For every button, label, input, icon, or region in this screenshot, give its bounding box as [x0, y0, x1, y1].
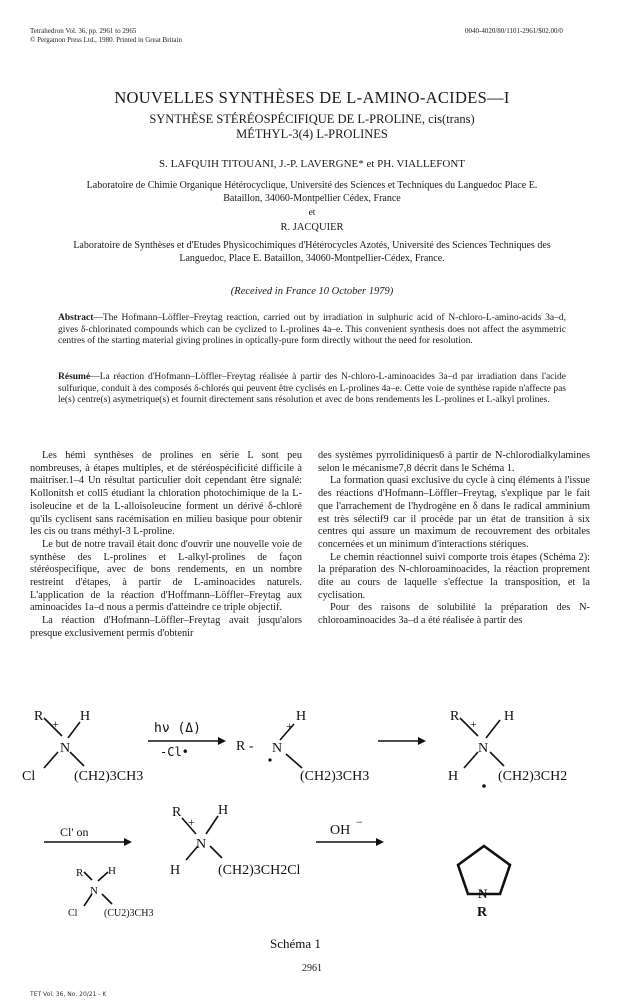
subtitle-line-2: MÉTHYL-3(4) L-PROLINES — [236, 127, 388, 141]
svg-text:+: + — [470, 717, 477, 731]
paragraph: des systèmes pyrrolidiniques6 à partir de N-chlorodialkylamines selon le mécanisme7,8 décrit dans le Schéma 1. — [318, 450, 590, 474]
authors: S. LAFQUIH TITOUANI, J.-P. LAVERGNE* et PH. VIALLEFONT — [159, 158, 465, 170]
r-label: R — [450, 709, 460, 724]
chain-label: (CH2)3CH2 — [498, 769, 568, 784]
h-label: H — [296, 709, 307, 724]
page-number: 2961 — [302, 963, 322, 974]
svg-text:+: + — [286, 719, 293, 733]
paragraph: La formation quasi exclusive du cycle à cinq éléments à l'issue des réactions d'Hofmann–Löffler–Freytag, s'explique par le fait que l'arrachement de l'hydrogène en δ dans le radical amminium est très sélectif9 car il procède par un état de transition à six centres qui assure un maximum de recouvrement des orbitales concernées et un minimum d'interactions stériques. — [318, 475, 590, 550]
paragraph: Le chemin réactionnel suivi comporte trois étapes (Schéma 2): la préparation des N-chloroaminoacides, la réaction proprement dite au cours de laquelle s'effectue la transposition, et la cyclisation. — [318, 551, 590, 601]
r-label: R — [34, 709, 44, 724]
h-label: H — [218, 803, 229, 818]
n-label: N — [196, 837, 207, 852]
n-label: N — [478, 741, 489, 756]
abstract-text: —The Hofmann–Löffler–Freytag reaction, carried out by irradiation in sulphuric acid of N-chloro-L-amino-acids 3a–d, gives δ-chlorinated compounds which can be cyclized to L-prolines 4a–e. This convenient synthesis does not affect the asymmetric centres of the starting material giving prolines in optically-pure form directly without the need for resolution. — [58, 313, 566, 347]
abstract — [58, 313, 566, 348]
r-label: R — [172, 805, 182, 820]
reaction-scheme — [0, 690, 624, 960]
abstract-label: Abstract — [58, 313, 94, 323]
cl-label: Cl — [22, 769, 36, 784]
r-label: R — [477, 905, 488, 920]
affiliation-1: Laboratoire de Chimie Organique Hétérocyclique, Université des Sciences et Techniques du Languedoc Place E. Bataillon, 34060-Montpellier Cédex, France — [86, 180, 538, 204]
h-label: H — [170, 863, 181, 878]
paragraph: Le but de notre travail était donc d'ouvrir une nouvelle voie de synthèse des L-prolines et L-alkyl-prolines de façon stéréospecifique, avec de bons rendements, en un nombre restreint d'étapes, à partir de L-aminoacides naturels. L'application de la réaction d'Hoffmann–Löffler–Freytag aux aminoacides 1a–d nous a permis d'atteindre ce triple objectif. — [30, 538, 302, 614]
paragraph: La réaction d'Hofmann–Löffler–Freytag avait jusqu'alors presque exclusivement permis d'obtenir — [30, 615, 302, 639]
cl-label: Cl — [68, 908, 78, 919]
paragraph: Les hémi synthèses de prolines en série L sont peu nombreuses, à étapes multiples, et de stéréospécificité difficile à maitriser.1–4 Un résultat particulier doit cependant être signalé: Kollonitsh et coll5 étudiant la chloration photochimique de la L-isoleucine et de la L-alloisoleucine forment un dérivé δ-chloré qu'ils cyclisent sans racémisation en milieu basique pour obtenir les cis ou trans méthyl-3 L-proline. — [30, 450, 302, 538]
author-2: R. JACQUIER — [280, 222, 344, 233]
article-code: 0040-4020/80/1101-2961/$02.00/0 — [465, 27, 563, 35]
scheme-caption: Schéma 1 — [270, 936, 321, 951]
press-line: © Pergamon Press Ltd., 1980. Printed in Great Britain — [30, 36, 182, 44]
n-label: N — [272, 741, 283, 756]
n-label: N — [478, 886, 488, 901]
oh-label: OH — [330, 823, 351, 838]
received-date: (Received in France 10 October 1979) — [230, 286, 394, 297]
hv-label: hν (Δ) — [154, 721, 201, 736]
paragraph: Pour des raisons de solubilité la préparation des N-chloroaminoacides 3a–d a été réalisée à partir des — [318, 602, 590, 627]
minus-cl-label: -Cl• — [160, 745, 189, 759]
chain-label: (CU2)3CH3 — [104, 908, 154, 919]
h-label: H — [504, 709, 515, 724]
svg-text:+: + — [188, 815, 195, 829]
article-subtitle — [0, 112, 624, 142]
chain-label: (CH2)3CH2Cl — [218, 863, 301, 878]
article-title: NOUVELLES SYNTHÈSES DE L-AMINO-ACIDES—I — [114, 88, 510, 107]
journal-line: Tetrahedron Vol. 36, pp. 2961 to 2965 — [30, 27, 137, 35]
svg-text:−: − — [356, 815, 363, 829]
cl-on-label: Cl' on — [60, 825, 89, 839]
n-label: N — [90, 885, 98, 897]
svg-text:+: + — [52, 717, 59, 731]
resume-label: Résumé — [58, 372, 91, 382]
body-left-column — [30, 450, 302, 641]
subtitle-line-1: SYNTHÈSE STÉRÉOSPÉCIFIQUE DE L-PROLINE, cis(trans) — [149, 112, 475, 126]
affiliation-2: Laboratoire de Synthèses et d'Etudes Physicochimiques d'Hétérocycles Azotés, Université des Sciences Techniques des Languedoc, Place E. Bataillon, 34060-Montpellier-Cédex, France. — [73, 240, 551, 264]
r-label: R — [76, 867, 84, 879]
r-minus-label: R - — [236, 739, 254, 754]
n-label: N — [60, 741, 71, 756]
h-label: H — [80, 709, 91, 724]
footer-code: TET Vol. 36, No. 20/21 - K — [30, 991, 107, 998]
conjunction-et: et — [308, 208, 316, 218]
resume — [58, 372, 566, 407]
h-label: H — [448, 769, 459, 784]
chain-label: (CH2)3CH3 — [300, 769, 370, 784]
body-right-column — [318, 450, 590, 628]
h-label: H — [108, 865, 116, 877]
chain-label: (CH2)3CH3 — [74, 769, 144, 784]
resume-text: —La réaction d'Hofmann–Löffler–Freytag réalisée à partir des N-chloro-L-aminoacides 3a–d par irradiation dans l'acide sulfurique, conduit à des composés δ-chlorés qui peuvent être cyclisés en L-prolines 4a–e. Cette voie de synthèse rapide n'affecte pas le(s) centre(s) asymetrique(s) et fournit directement sans résolution et avec de bons rendements les L-prolines et L-alkyl prolines. — [58, 372, 566, 406]
